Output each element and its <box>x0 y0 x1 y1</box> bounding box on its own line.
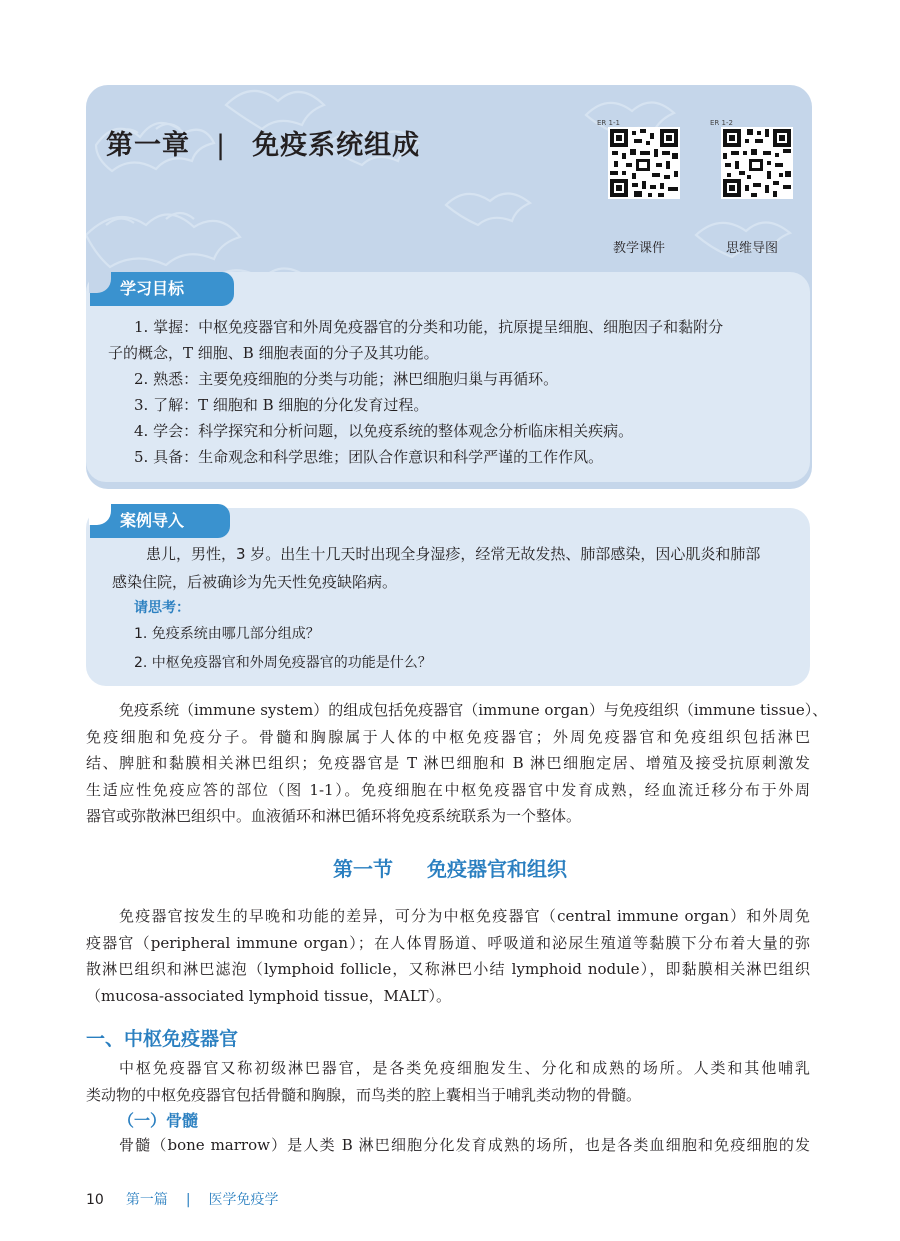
case-text <box>112 540 802 678</box>
section-number: 第一节 <box>333 857 393 881</box>
section-paragraph <box>86 903 810 1009</box>
footer-book-title: 医学免疫学 <box>208 1192 279 1208</box>
subsubsection-heading: （一）骨髓 <box>118 1111 199 1130</box>
objectives-list <box>86 314 810 470</box>
objective-line: 5. 具备：生命观念和科学思维；团队合作意识和科学严谨的工作作风。 <box>134 448 604 466</box>
page-number: 10 <box>86 1192 104 1208</box>
chapter-separator: | <box>216 130 227 161</box>
qr-caption-mindmap: 思维导图 <box>725 241 778 256</box>
page-footer <box>86 1189 279 1209</box>
qr-code-icon <box>721 127 793 199</box>
case-line: 患儿，男性，3 岁。出生十几天时出现全身湿疹，经常无故发热、肺部感染，因心肌炎和肺部 <box>146 545 761 563</box>
qr-code-id: ER 1-2 <box>710 119 733 127</box>
paragraph-line: 免疫细胞和免疫分子。骨髓和胸腺属于人体的中枢免疫器官；外周免疫器官和免疫组织包括淋巴 <box>86 727 810 746</box>
footer-separator: | <box>185 1192 191 1208</box>
paragraph-line: 类动物的中枢免疫器官包括骨髓和胸腺，而鸟类的腔上囊相当于哺乳类动物的骨髓。 <box>86 1085 642 1104</box>
paragraph-line: 生适应性免疫应答的部位（图 1-1）。免疫细胞在中枢免疫器官中发育成熟，经血流迁移分布于外周 <box>86 780 810 799</box>
objective-line: 子的概念，T 细胞、B 细胞表面的分子及其功能。 <box>108 344 439 362</box>
section-title <box>0 853 900 882</box>
chapter-title <box>106 123 420 162</box>
case-introduction-label: 案例导入 <box>120 511 185 530</box>
paragraph-line: 疫器官（peripheral immune organ）；在人体胃肠道、呼吸道和泌尿生殖道等黏膜下分布着大量的弥 <box>86 933 810 952</box>
qr-caption-courseware: 教学课件 <box>612 241 665 256</box>
paragraph-line: 结、脾脏和黏膜相关淋巴组织；免疫器官是 T 淋巴细胞和 B 淋巴细胞定居、增殖及接受抗原刺激发 <box>86 754 810 772</box>
objective-line: 2. 熟悉：主要免疫细胞的分类与功能；淋巴细胞归巢与再循环。 <box>134 370 559 388</box>
tab-corner-notch <box>89 271 111 293</box>
case-line: 感染住院，后被确诊为先天性免疫缺陷病。 <box>112 573 398 591</box>
paragraph-line: 免疫器官按发生的早晚和功能的差异，可分为中枢免疫器官（central immune organ）和外周免 <box>119 907 810 925</box>
learning-objectives-label: 学习目标 <box>120 279 185 298</box>
chapter-number: 第一章 <box>106 130 190 161</box>
learning-objectives-box <box>86 272 810 482</box>
objective-line: 3. 了解：T 细胞和 B 细胞的分化发育过程。 <box>134 396 429 414</box>
qr-code-id: ER 1-1 <box>597 119 620 127</box>
footer-part: 第一篇 <box>125 1192 168 1208</box>
question-item: 2. 中枢免疫器官和外周免疫器官的功能是什么？ <box>134 655 432 671</box>
qr-code-icon <box>608 127 680 199</box>
objective-line: 1. 掌握：中枢免疫器官和外周免疫器官的分类和功能，抗原提呈细胞、细胞因子和黏附分 <box>134 318 724 336</box>
case-introduction-box <box>86 508 810 686</box>
chapter-name: 免疫系统组成 <box>252 130 421 161</box>
section-name: 免疫器官和组织 <box>427 857 567 881</box>
think-title: 请思考： <box>134 600 190 616</box>
paragraph-line: （mucosa-associated lymphoid tissue，MALT）。 <box>86 986 451 1005</box>
paragraph-line: 免疫系统（immune system）的组成包括免疫器官（immune organ）与免疫组织（immune tissue）、 <box>119 701 828 719</box>
subsection-paragraph <box>86 1055 810 1108</box>
paragraph-line: 器官或弥散淋巴组织中。血液循环和淋巴循环将免疫系统联系为一个整体。 <box>86 807 582 825</box>
question-item: 1. 免疫系统由哪几部分组成？ <box>134 626 320 642</box>
paragraph-line: 骨髓（bone marrow）是人类 B 淋巴细胞分化发育成熟的场所，也是各类血细胞和免疫细胞的发 <box>119 1136 810 1154</box>
objective-line: 4. 学会：科学探究和分析问题，以免疫系统的整体观念分析临床相关疾病。 <box>134 422 634 440</box>
case-introduction-tab <box>90 504 230 538</box>
paragraph-line: 中枢免疫器官又称初级淋巴器官，是各类免疫细胞发生、分化和成熟的场所。人类和其他哺乳 <box>119 1059 810 1077</box>
learning-objectives-tab <box>90 272 234 306</box>
intro-paragraph <box>86 697 828 830</box>
subsection-heading: 一、中枢免疫器官 <box>86 1028 239 1050</box>
paragraph-line: 散淋巴组织和淋巴滤泡（lymphoid follicle，又称淋巴小结 lymphoid nodule），即黏膜相关淋巴组织 <box>86 960 810 978</box>
tab-corner-notch <box>89 503 111 525</box>
bone-marrow-paragraph <box>86 1132 810 1159</box>
